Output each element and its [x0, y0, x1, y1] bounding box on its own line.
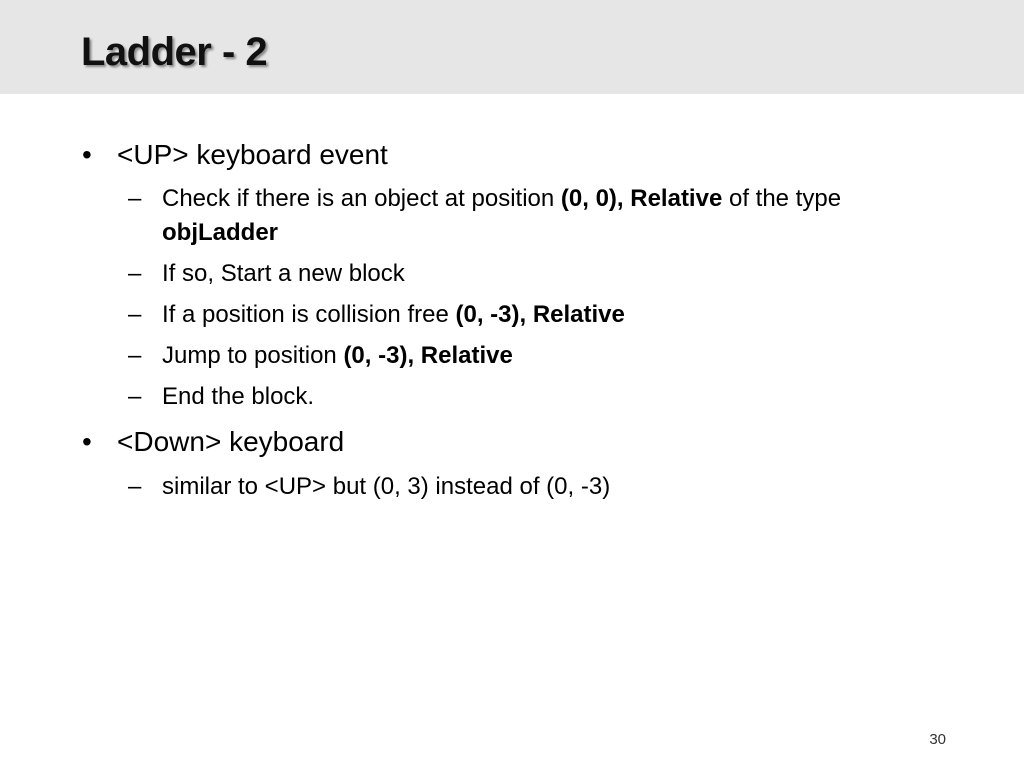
bold-segment: (0, 0), Relative	[560, 185, 723, 212]
bold-segment: (0, -3), Relative	[343, 342, 513, 369]
sub-bullet-marker: –	[128, 342, 142, 369]
sub-bullet-text	[162, 182, 918, 250]
sub-bullet-similar	[128, 470, 918, 504]
bullet-marker: •	[82, 426, 92, 457]
bold-segment: (0, -3), Relative	[455, 301, 625, 328]
text-segment: Jump to position	[162, 342, 344, 369]
bullet-down-label: <Down> keyboard	[117, 426, 345, 457]
page-number: 30	[929, 731, 946, 748]
sub-bullet-text: similar to <UP> but (0, 3) instead of (0, -3)	[162, 473, 611, 500]
text-segment: Check if there is an object at position	[162, 185, 561, 212]
text-segment: If a position is collision free	[162, 301, 456, 328]
bullet-marker: •	[82, 139, 92, 170]
slide-title: Ladder - 2	[81, 30, 268, 74]
sub-bullet-collision-free	[128, 298, 918, 332]
sub-bullet-marker: –	[128, 383, 142, 410]
sub-bullet-text	[162, 298, 918, 332]
bullet-up-label: <UP> keyboard event	[117, 139, 388, 170]
text-segment: of the type	[722, 185, 842, 212]
sub-bullet-marker: –	[128, 185, 142, 212]
sub-bullet-text: If so, Start a new block	[162, 260, 405, 287]
sub-bullet-text: End the block.	[162, 383, 315, 410]
sub-bullet-text	[162, 339, 918, 373]
sub-bullet-jump	[128, 339, 918, 373]
bold-segment: objLadder	[162, 219, 279, 246]
sub-bullet-marker: –	[128, 473, 142, 500]
sub-bullet-start-block	[128, 257, 918, 291]
sub-bullet-marker: –	[128, 260, 142, 287]
sub-bullet-marker: –	[128, 301, 142, 328]
sub-bullet-check-object	[128, 182, 918, 250]
sub-bullet-end-block	[128, 380, 918, 414]
